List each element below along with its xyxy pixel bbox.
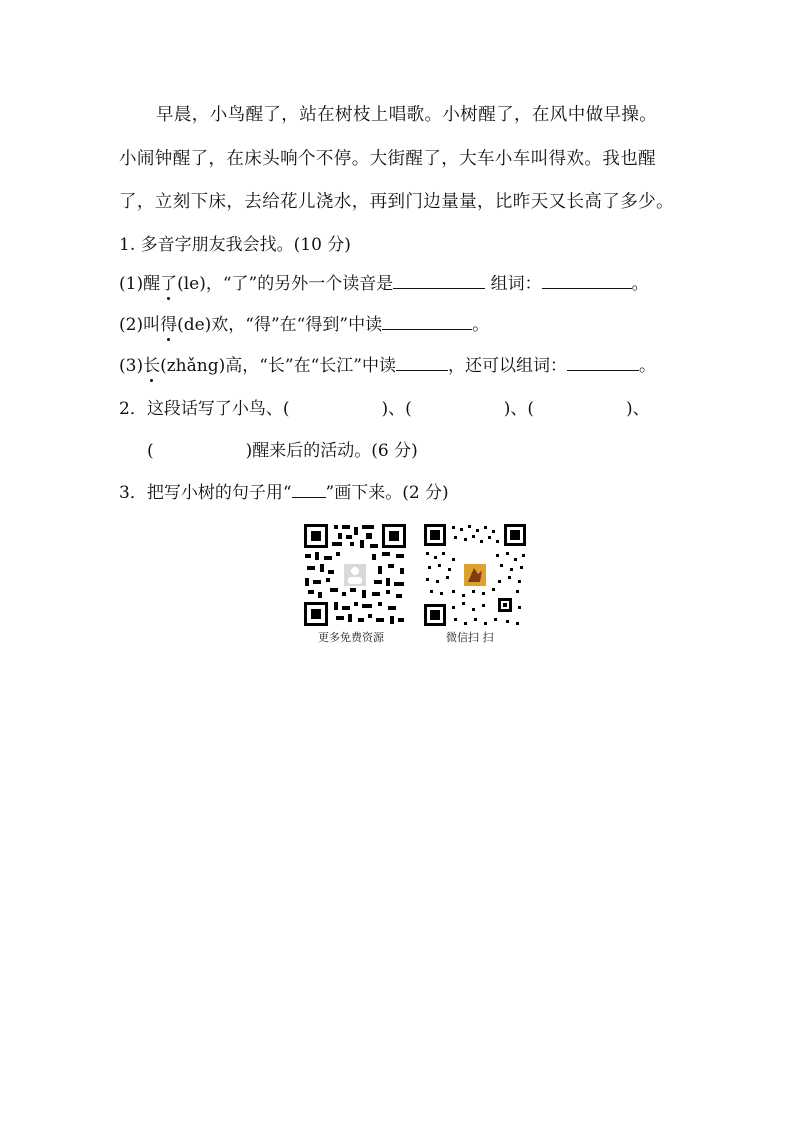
q1c-blank-1[interactable] — [396, 353, 448, 371]
q2-text-6: )醒来后的活动。(6 分) — [245, 441, 418, 461]
passage-line-1: 早晨，小鸟醒了，站在树枝上唱歌。小树醒了，在风中做早操。 — [156, 105, 658, 125]
qr-code-left[interactable] — [302, 522, 408, 628]
q1c-end: 。 — [639, 356, 656, 376]
question-2-line-2 — [147, 439, 418, 463]
q1a-blank-1[interactable] — [393, 271, 485, 289]
qr-right-caption: 微信扫 扫 — [446, 631, 494, 644]
q2-text-2: )、( — [381, 399, 412, 419]
q1c-prefix: (3) — [119, 356, 144, 376]
question-1-part-2 — [119, 312, 489, 337]
q1c-text-2: ，还可以组词： — [448, 356, 567, 376]
q1a-blank-2[interactable] — [542, 271, 632, 289]
q2-text-3: )、( — [503, 399, 534, 419]
q1b-blank[interactable] — [382, 312, 472, 330]
q1b-end: 。 — [472, 315, 490, 335]
passage-line-3: 了，立刻下床，去给花儿浇水，再到门边量量，比昨天又长高了多少。 — [119, 192, 674, 212]
qr-code-right[interactable] — [422, 522, 528, 628]
q3-text-1: 3．把写小树的句子用“ — [119, 483, 292, 503]
q1a-prefix: (1)醒 — [119, 274, 161, 294]
q1a-end: 。 — [631, 274, 649, 294]
q1a-text: (le)，“了”的另外一个读音是 — [177, 274, 394, 294]
qr-left-caption: 更多免费资源 — [318, 631, 384, 644]
q1b-prefix: (2)叫 — [119, 315, 161, 335]
question-3 — [119, 481, 449, 505]
q2-text-4: )、 — [625, 399, 650, 419]
q3-text-2: ”画下来。(2 分) — [325, 483, 449, 503]
q1c-text: (zhǎng)高，“长”在“长江”中读 — [160, 356, 396, 376]
question-1-part-3 — [119, 353, 656, 378]
question-1-title: 1. 多音字朋友我会找。(10 分) — [119, 235, 351, 255]
q1c-dotted-char: 长 — [143, 356, 161, 376]
q1c-blank-2[interactable] — [567, 353, 639, 371]
q3-blank[interactable] — [292, 482, 326, 498]
q1b-dotted-char: 得 — [160, 315, 178, 335]
q2-text-5: ( — [147, 441, 154, 461]
q1b-text: (de)欢，“得”在“得到”中读 — [177, 315, 383, 335]
q1a-text-2: 组词： — [485, 274, 542, 294]
q1a-dotted-char: 了 — [160, 274, 178, 294]
question-1-part-1 — [119, 271, 649, 296]
q2-text-1: 2．这段话写了小鸟、( — [119, 399, 290, 419]
question-2-line-1 — [119, 397, 650, 421]
passage-line-2: 小闹钟醒了，在床头响个不停。大街醒了，大车小车叫得欢。我也醒 — [119, 149, 656, 169]
